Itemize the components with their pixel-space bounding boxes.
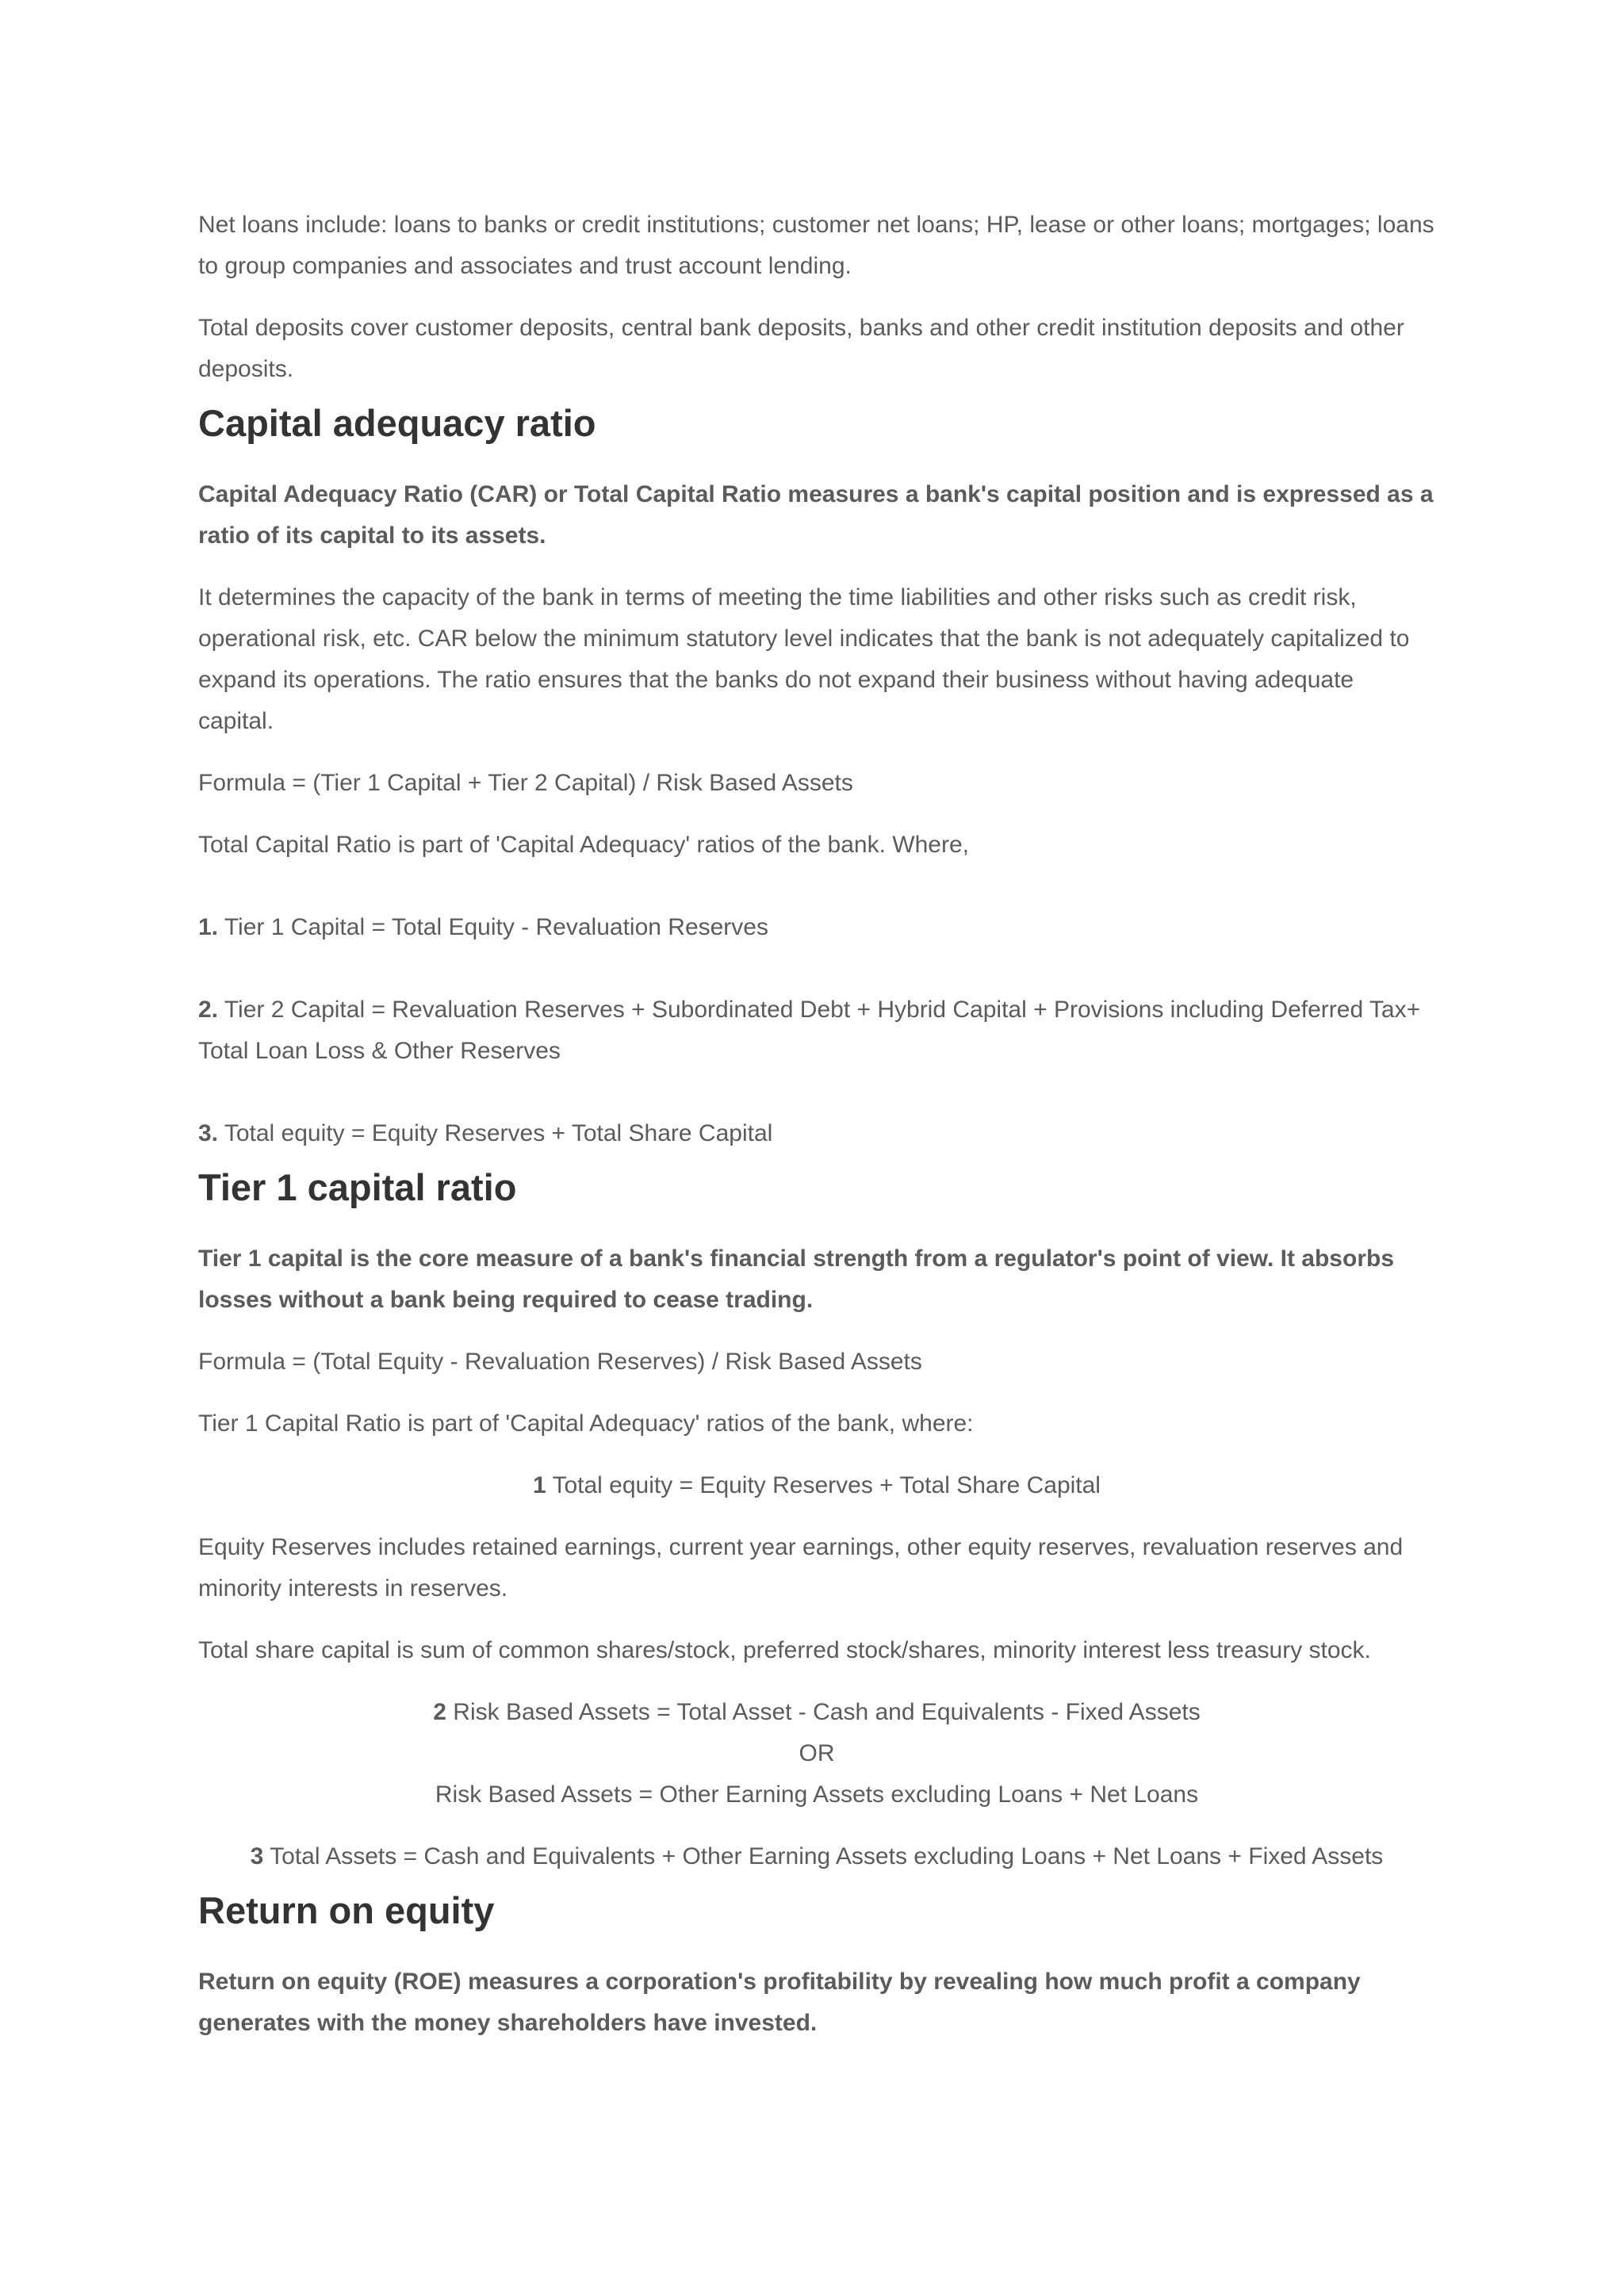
tier1-item-3-text: Total Assets = Cash and Equivalents + Other Earning Assets excluding Loans + Net Loans + Fixed Assets: [263, 1843, 1384, 1869]
tier1-item-2: [198, 1692, 1435, 1733]
car-formula: Formula = (Tier 1 Capital + Tier 2 Capital) / Risk Based Assets: [198, 770, 853, 796]
tier1-part-of: Tier 1 Capital Ratio is part of 'Capital Adequacy' ratios of the bank, where:: [198, 1410, 974, 1437]
tier1-item-2-text: Risk Based Assets = Total Asset - Cash and Equivalents - Fixed Assets: [446, 1699, 1201, 1725]
tier1-formula: Formula = (Total Equity - Revaluation Reserves) / Risk Based Assets: [198, 1349, 922, 1375]
tier1-item-2-number: 2: [433, 1699, 446, 1725]
roe-lead-paragraph: Return on equity (ROE) measures a corporation's profitability by revealing how much profit a company generates with the money shareholders have invested.: [198, 1969, 1361, 2036]
tier1-item-1-text: Total equity = Equity Reserves + Total Share Capital: [546, 1472, 1101, 1498]
car-heading: Capital adequacy ratio: [198, 402, 596, 444]
share-capital-paragraph: Total share capital is sum of common shares/stock, preferred stock/shares, minority interest less treasury stock.: [198, 1637, 1371, 1663]
tier1-item-2-alt: Risk Based Assets = Other Earning Assets excluding Loans + Net Loans: [435, 1781, 1199, 1808]
car-item-1: [198, 907, 1435, 948]
tier1-heading: Tier 1 capital ratio: [198, 1166, 517, 1208]
car-lead-paragraph: Capital Adequacy Ratio (CAR) or Total Capital Ratio measures a bank's capital position and is expressed as a ratio of its capital to its assets.: [198, 481, 1434, 549]
tier1-item-1-number: 1: [533, 1472, 546, 1498]
tier1-item-2-or: OR: [799, 1740, 835, 1766]
car-item-2: [198, 989, 1435, 1072]
car-item-2-number: 2.: [198, 997, 219, 1023]
total-deposits-paragraph: Total deposits cover customer deposits, central bank deposits, banks and other credit institution deposits and other deposits.: [198, 315, 1404, 382]
car-body-paragraph: It determines the capacity of the bank in terms of meeting the time liabilities and other risks such as credit risk, operational risk, etc. CAR below the minimum statutory level indicates that the bank is not adequately capitalized to expand its operations. The ratio ensures that the banks do not expand their business without having adequate capital.: [198, 584, 1410, 734]
equity-reserves-paragraph: Equity Reserves includes retained earnings, current year earnings, other equity reserves, revaluation reserves and minority interests in reserves.: [198, 1534, 1404, 1601]
car-item-1-number: 1.: [198, 914, 219, 940]
car-item-3-number: 3.: [198, 1120, 219, 1146]
net-loans-paragraph: Net loans include: loans to banks or credit institutions; customer net loans; HP, lease or other loans; mortgages; loans to group companies and associates and trust account lending.: [198, 212, 1434, 279]
car-part-of: Total Capital Ratio is part of 'Capital Adequacy' ratios of the bank. Where,: [198, 832, 969, 858]
car-item-1-text: Tier 1 Capital = Total Equity - Revaluation Reserves: [218, 914, 768, 940]
document-page: [198, 205, 1435, 2044]
tier1-item-3-number: 3: [250, 1843, 264, 1869]
tier1-item-1: [198, 1465, 1435, 1506]
tier1-item-3: [198, 1836, 1435, 1877]
car-item-3-text: Total equity = Equity Reserves + Total Share Capital: [218, 1120, 773, 1146]
car-item-2-text: Tier 2 Capital = Revaluation Reserves + Subordinated Debt + Hybrid Capital + Provisions including Deferred Tax+ Total Loan Loss & Other Reserves: [198, 997, 1421, 1064]
tier1-lead-paragraph: Tier 1 capital is the core measure of a bank's financial strength from a regulator's point of view. It absorbs losses without a bank being required to cease trading.: [198, 1246, 1394, 1313]
car-item-3: [198, 1113, 1435, 1154]
roe-heading: Return on equity: [198, 1889, 495, 1931]
